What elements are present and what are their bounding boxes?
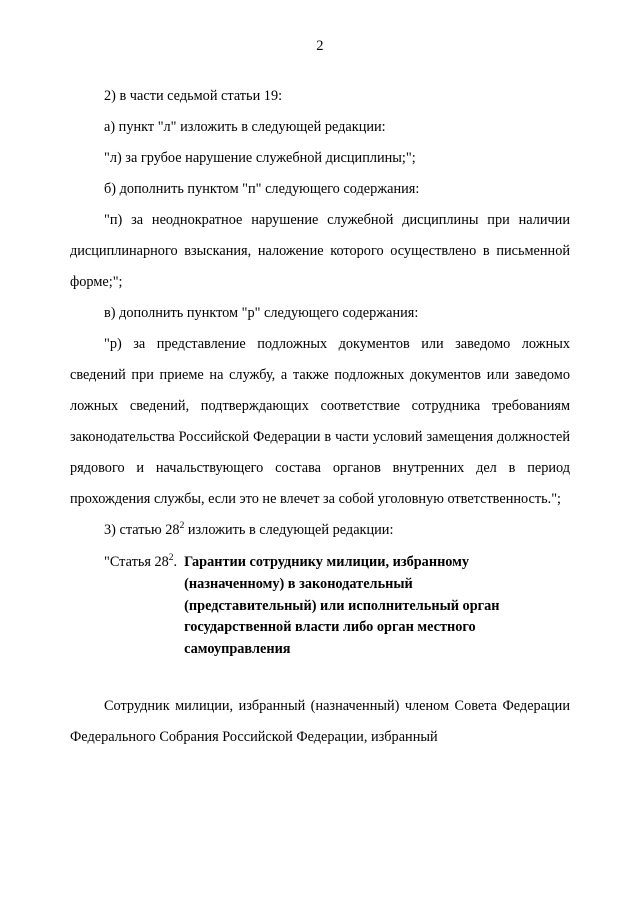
article-label-suffix: . [173,554,178,571]
article-heading-label [70,552,177,574]
paragraph-5: "п) за неоднократное нарушение служебной дисциплины при наличии дисциплинарного взыскания, наложение которого осуществлено в письменной форме;"; [70,212,570,291]
paragraph-4: б) дополнить пунктом "п" следующего содержания: [104,181,420,198]
article-heading-title: Гарантии сотруднику милиции, избранному (назначенному) в законодательный (представительный) или исполнительный орган государственной власти либо орган местного самоуправления [184,554,500,658]
item-three-prefix: 3) статью 28 [104,522,180,539]
article-heading [70,552,570,661]
paragraph-2: а) пункт "л" изложить в следующей редакции: [104,119,386,136]
paragraph-6: в) дополнить пунктом "р" следующего содержания: [104,305,419,322]
item-three-superscript: 2 [179,521,185,532]
paragraph-7: "р) за представление подложных документов или заведомо ложных сведений при приеме на службу, а также подложных документов или заведомо ложных сведений, подтверждающих соответствие сотрудника требованиям законодательства Российской Федерации в части условий замещения должностей рядового и начальствующего состава органов внутренних дел в период прохождения службы, если это не влечет за собой уголовную ответственность."; [70,336,570,508]
article-label-prefix: "Статья 28 [104,554,169,571]
item-three-suffix: изложить в следующей редакции: [184,522,394,539]
paragraph-1: 2) в части седьмой статьи 19: [104,88,283,104]
heading-spacer [70,661,570,691]
article-label-superscript: 2 [168,553,174,564]
paragraph-tail: Сотрудник милиции, избранный (назначенный) членом Совета Федерации Федерального Собрания Российской Федерации, избранный [70,697,570,745]
paragraph-3: "л) за грубое нарушение служебной дисциплины;"; [104,150,416,167]
page-number: 2 [316,38,324,54]
paragraph-item-three [70,515,570,546]
